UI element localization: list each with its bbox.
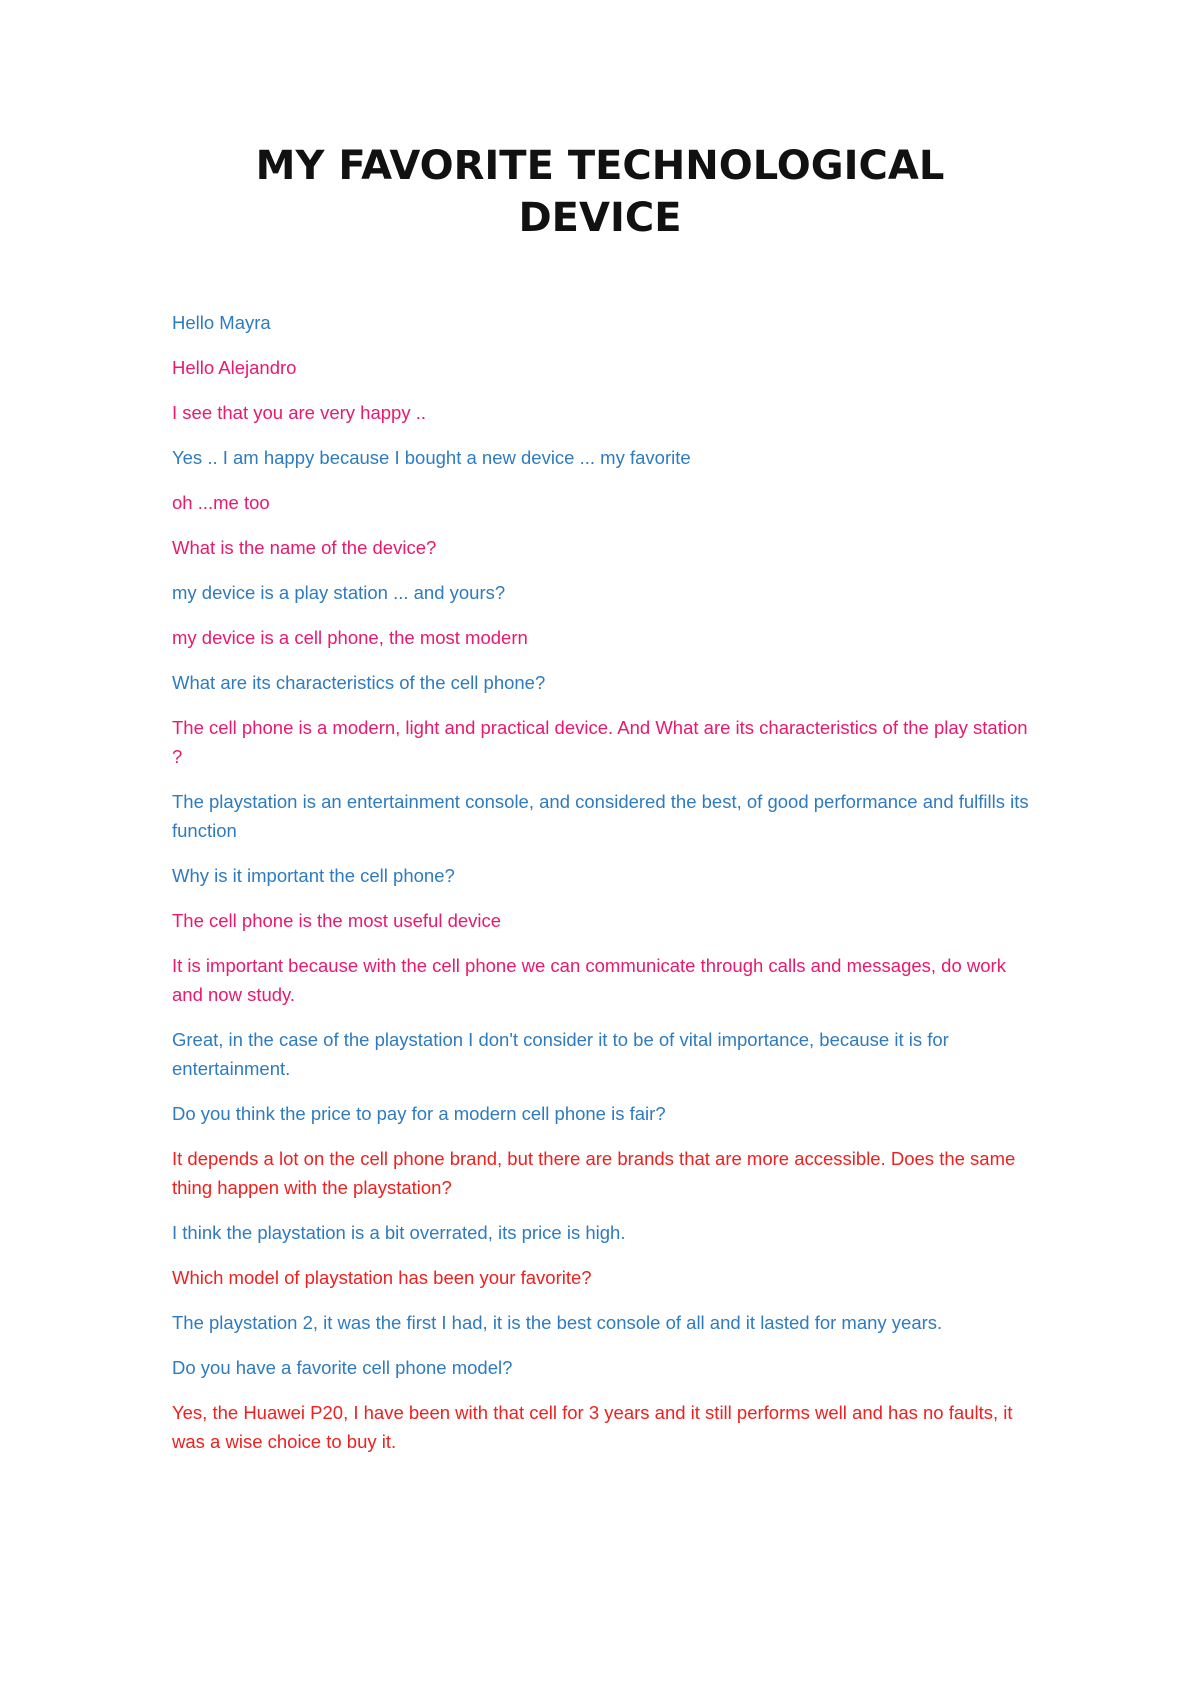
dialogue-line-7: my device is a play station ... and yours? (172, 582, 506, 603)
document-title (0, 140, 1200, 244)
dialogue-line-10: The cell phone is a modern, light and practical device. And What are its characteristics of the play station ? (172, 717, 1028, 767)
dialogue-line-14: It is important because with the cell phone we can communicate through calls and messages, do work and now study. (172, 955, 1006, 1005)
dialogue-line-18: I think the playstation is a bit overrated, its price is high. (172, 1222, 626, 1243)
dialogue-line-22: Yes, the Huawei P20, I have been with that cell for 3 years and it still performs well and has no faults, it was a wise choice to buy it. (172, 1402, 1013, 1452)
dialogue-line-5: oh ...me too (172, 492, 270, 513)
dialogue-line-3: I see that you are very happy .. (172, 402, 427, 423)
title-line-2: DEVICE (518, 195, 682, 241)
dialogue-line-12: Why is it important the cell phone? (172, 865, 455, 886)
dialogue-line-21: Do you have a favorite cell phone model? (172, 1357, 513, 1378)
dialogue-body (172, 308, 1032, 1472)
dialogue-line-2: Hello Alejandro (172, 357, 297, 378)
dialogue-line-13: The cell phone is the most useful device (172, 910, 502, 931)
dialogue-line-20: The playstation 2, it was the first I had, it is the best console of all and it lasted for many years. (172, 1312, 943, 1333)
dialogue-line-8: my device is a cell phone, the most modern (172, 627, 528, 648)
title-line-1: MY FAVORITE TECHNOLOGICAL (255, 143, 945, 189)
dialogue-line-19: Which model of playstation has been your favorite? (172, 1267, 592, 1288)
dialogue-line-1: Hello Mayra (172, 312, 271, 333)
dialogue-line-15: Great, in the case of the playstation I don't consider it to be of vital importance, because it is for entertainment. (172, 1029, 949, 1079)
dialogue-line-6: What is the name of the device? (172, 537, 437, 558)
dialogue-line-16: Do you think the price to pay for a modern cell phone is fair? (172, 1103, 666, 1124)
dialogue-line-4: Yes .. I am happy because I bought a new device ... my favorite (172, 447, 691, 468)
dialogue-line-11: The playstation is an entertainment console, and considered the best, of good performance and fulfills its function (172, 791, 1029, 841)
dialogue-line-17: It depends a lot on the cell phone brand, but there are brands that are more accessible. Does the same thing happen with the playstation? (172, 1148, 1016, 1198)
dialogue-line-9: What are its characteristics of the cell phone? (172, 672, 546, 693)
